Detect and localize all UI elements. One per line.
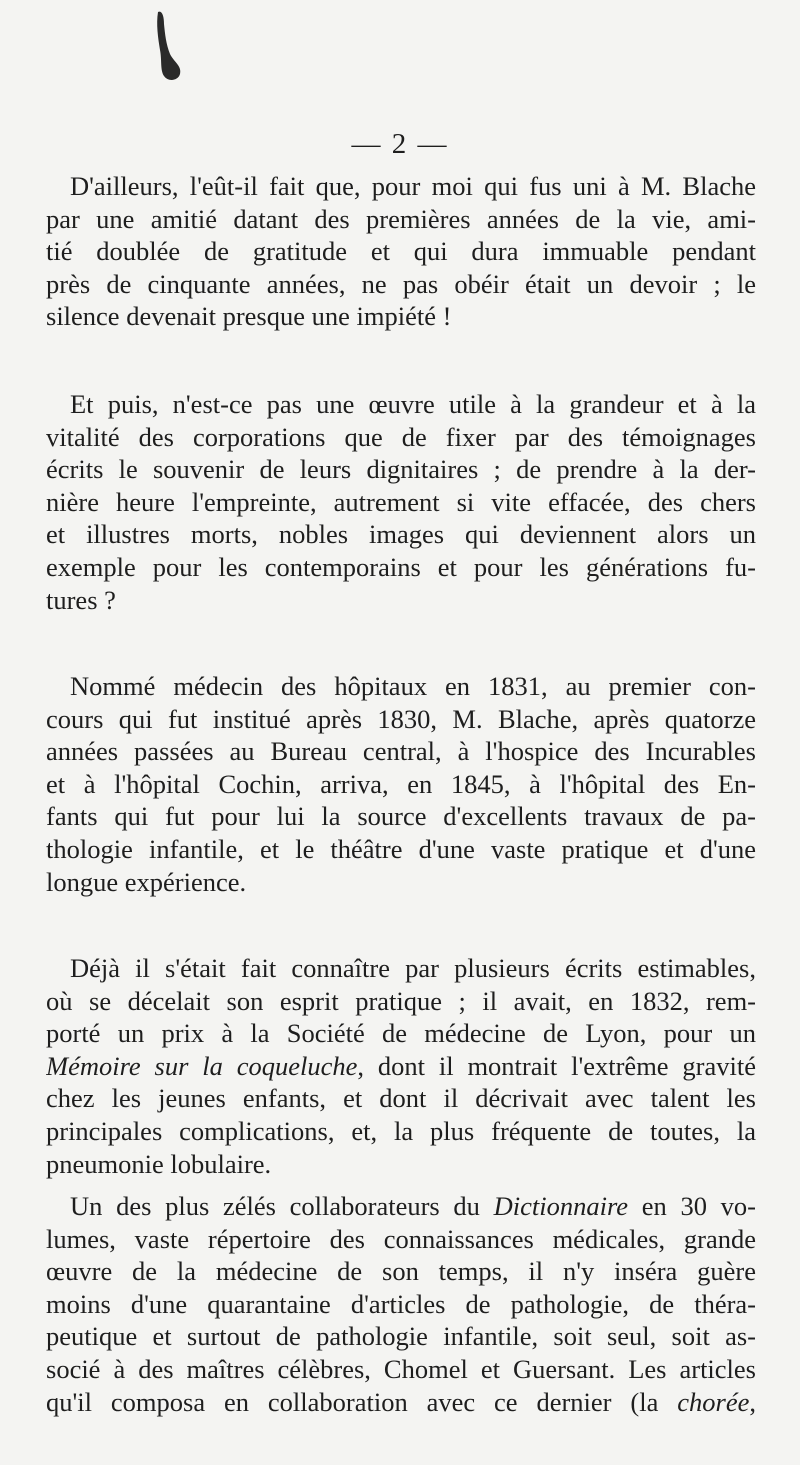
text-line: thologie infantile, et le théâtre d'une vaste pratique et d'une	[46, 833, 756, 864]
text-line: longue expérience.	[46, 866, 247, 897]
text-line: Déjà il s'était fait connaître par plusieurs écrits estimables,	[70, 953, 756, 983]
text-line: Mémoire sur la coqueluche, dont il montrait l'extrême gravité	[46, 1050, 756, 1081]
italic-phrase: chorée	[677, 1386, 750, 1417]
text-line: Et puis, n'est-ce pas une œuvre utile à la grandeur et à la	[70, 389, 756, 419]
text-line: près de cinquante années, ne pas obéir était un devoir ; le	[46, 268, 756, 299]
text-line: porté un prix à la Société de médecine de Lyon, pour un	[46, 1018, 756, 1049]
paragraph-2	[46, 388, 756, 616]
page-number: — 2 —	[351, 128, 449, 160]
text-line: tures ?	[46, 584, 116, 615]
paragraph-4	[46, 952, 756, 1180]
text-line: écrits le souvenir de leurs dignitaires ; de prendre à la der-	[46, 454, 756, 485]
text-line: chez les jeunes enfants, et dont il décrivait avec talent les	[46, 1083, 756, 1114]
text-line: par une amitié datant des premières années de la vie, ami-	[46, 203, 756, 234]
paragraph-5	[46, 1190, 756, 1418]
text-line: D'ailleurs, l'eût-il fait que, pour moi qui fus uni à M. Blache	[70, 171, 756, 201]
text-line: œuvre de la médecine de son temps, il n'y inséra guère	[46, 1256, 756, 1287]
text-line: peutique et surtout de pathologie infantile, soit seul, soit as-	[46, 1321, 756, 1352]
paragraph-3	[46, 670, 756, 898]
italic-phrase: Mémoire sur la coqueluche	[46, 1050, 358, 1081]
text-line: et illustres morts, nobles images qui deviennent alors un	[46, 519, 756, 550]
text-line: nière heure l'empreinte, autrement si vite effacée, des chers	[46, 486, 756, 517]
text-line: principales complications, et, la plus fréquente de toutes, la	[46, 1115, 756, 1146]
text-line: exemple pour les contemporains et pour les générations fu-	[46, 551, 756, 582]
text-line: lumes, vaste répertoire des connaissances médicales, grande	[46, 1223, 756, 1254]
text-line: silence devenait presque une impiété !	[46, 301, 452, 332]
paragraph-1	[46, 170, 756, 333]
text-line: socié à des maîtres célèbres, Chomel et Guersant. Les articles	[46, 1353, 756, 1384]
text-line: Un des plus zélés collaborateurs du Dictionnaire en 30 vo-	[70, 1191, 756, 1221]
text-line: années passées au Bureau central, à l'hospice des Incurables	[46, 736, 756, 767]
text-line: et à l'hôpital Cochin, arriva, en 1845, à l'hôpital des En-	[46, 768, 756, 799]
text-line: pneumonie lobulaire.	[46, 1148, 272, 1179]
text-line: où se décelait son esprit pratique ; il avait, en 1832, rem-	[46, 985, 756, 1016]
text-line: tié doublée de gratitude et qui dura immuable pendant	[46, 236, 756, 267]
italic-phrase: Dictionnaire	[493, 1191, 629, 1221]
text-line: cours qui fut institué après 1830, M. Blache, après quatorze	[46, 703, 756, 734]
text-line: vitalité des corporations que de fixer par des témoignages	[46, 421, 756, 452]
text-line: moins d'une quarantaine d'articles de pathologie, de théra-	[46, 1288, 756, 1319]
ink-smudge	[152, 10, 186, 82]
text-line: fants qui fut pour lui la source d'excellents travaux de pa-	[46, 801, 756, 832]
text-line: qu'il composa en collaboration avec ce dernier (la chorée,	[46, 1386, 756, 1417]
text-line: Nommé médecin des hôpitaux en 1831, au premier con-	[70, 671, 756, 701]
